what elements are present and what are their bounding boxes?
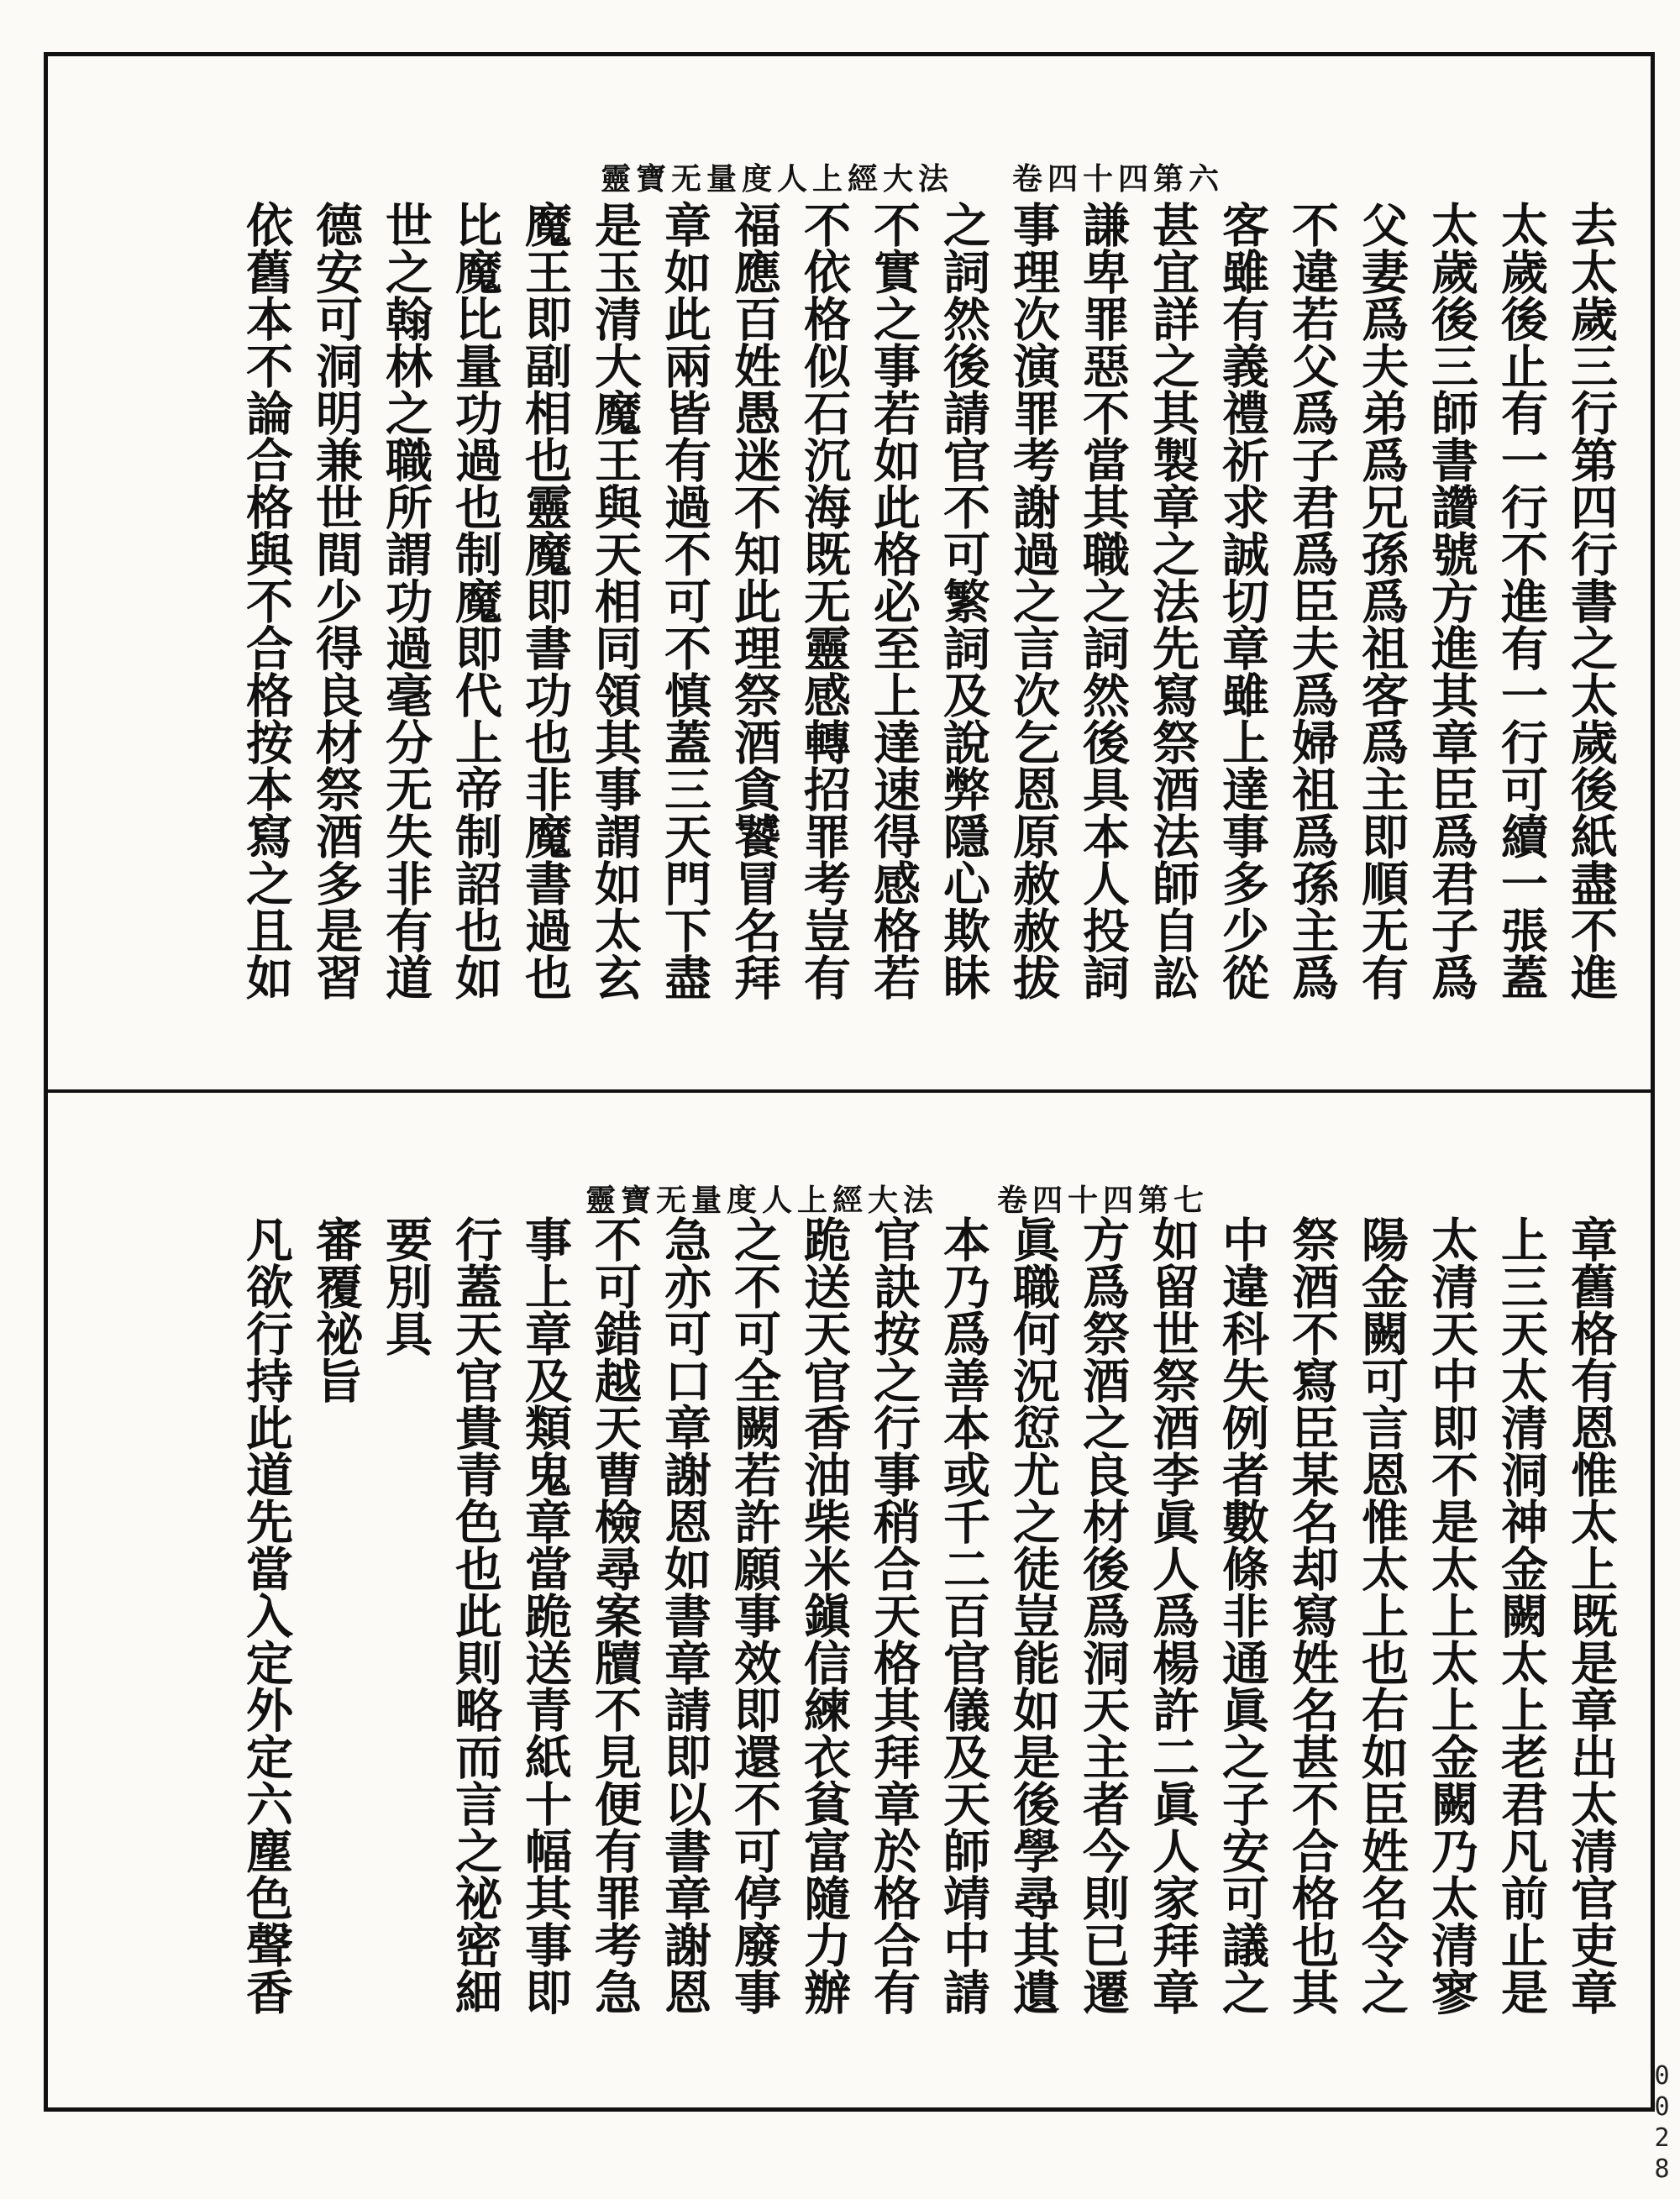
upper-text-column: 世之翰林之職所謂功過毫分无失非有道	[378, 201, 433, 1000]
upper-text-column: 太歲後止有一行不進有一行可續一張蓋	[1494, 201, 1549, 1000]
upper-text-column: 父妻爲夫弟爲兄孫爲祖客爲主即順无有	[1354, 201, 1410, 1000]
lower-text-column: 事上章及類鬼章當跪送青紙十幅其事即	[517, 1215, 573, 2015]
page-frame	[44, 52, 1655, 2112]
lower-page-header	[585, 1177, 1209, 1220]
upper-text-column: 比魔比量功過也制魔即代上帝制詔也如	[448, 201, 503, 1000]
lower-text-column: 如留世祭酒李眞人爲楊許二眞人家拜章	[1145, 1215, 1200, 2015]
upper-header-volume: 卷四十四第六	[1012, 161, 1225, 197]
upper-text-column: 太歲後三師書讚號方進其章臣爲君子爲	[1424, 201, 1479, 1000]
lower-header-volume: 卷四十四第七	[997, 1183, 1210, 1218]
lower-page	[48, 1093, 1651, 2107]
lower-text-columns	[231, 1215, 1625, 2097]
upper-text-columns	[231, 201, 1625, 1074]
upper-text-column: 不違若父爲子君爲臣夫爲婦祖爲孫主爲	[1284, 201, 1340, 1000]
lower-text-column: 跪送天官香油柴米鎭信練衣貧富隨力辦	[796, 1215, 852, 2015]
lower-text-column: 急亦可口章謝恩如書章請即以書章謝恩	[657, 1215, 712, 2015]
lower-text-column: 陽金闕可言恩惟太上也右如臣姓名令之	[1354, 1215, 1410, 2015]
upper-text-column: 魔王即副相也靈魔即書功也非魔書過也	[517, 201, 573, 1000]
lower-text-column: 要別具	[378, 1215, 433, 1357]
upper-text-column: 不依格似石沉海既无靈感轉招罪考豈有	[796, 201, 852, 1000]
lower-header-title: 靈寶无量度人上經大法	[585, 1183, 939, 1218]
upper-text-column: 章如此兩皆有過不可不慎蓋三天門下盡	[657, 201, 712, 1000]
upper-text-column: 依舊本不論合格與不合格按本寫之且如	[239, 201, 294, 1000]
upper-text-column: 是玉清大魔王與天相同領其事謂如太玄	[587, 201, 643, 1000]
upper-text-column: 不實之事若如此格必至上達速得感格若	[866, 201, 921, 1000]
lower-text-column: 凡欲行持此道先當入定外定六塵色聲香	[239, 1215, 294, 2015]
upper-header-title: 靈寶无量度人上經大法	[601, 161, 954, 197]
lower-text-column: 中違科失例者數條非通眞之子安可議之	[1215, 1215, 1270, 2015]
upper-text-column: 之詞然後請官不可繁詞及說弊隱心欺眛	[936, 201, 991, 1000]
lower-text-column: 本乃爲善本或千二百官儀及天師靖中請	[936, 1215, 991, 2015]
lower-text-column: 眞職何況愆尤之徒豈能如是後學尋其遺	[1005, 1215, 1061, 2015]
upper-text-column: 去太歲三行第四行書之太歲後紙盡不進	[1563, 201, 1619, 1000]
page-number: 0028	[1647, 2061, 1677, 2186]
lower-text-column: 上三天太清洞神金闕太上老君凡前止是	[1494, 1215, 1549, 2015]
lower-text-column: 方爲祭酒之良材後爲洞天主者今則已遷	[1075, 1215, 1131, 2015]
upper-text-column: 謙卑罪惡不當其職之詞然後具本人投詞	[1075, 201, 1131, 1000]
upper-text-column: 福應百姓愚迷不知此理祭酒貪饕冒名拜	[727, 201, 782, 1000]
upper-text-column: 客雖有義禮祈求誠切章雖上達事多少從	[1215, 201, 1270, 1000]
lower-text-column: 之不可全闕若許願事效即還不可停廢事	[727, 1215, 782, 2015]
upper-text-column: 事理次演罪考謝過之言次乞恩原赦赦拔	[1005, 201, 1061, 1000]
upper-page	[48, 56, 1651, 1089]
upper-page-header	[601, 155, 1224, 198]
upper-text-column: 德安可洞明兼世間少得良材祭酒多是習	[308, 201, 364, 1000]
lower-text-column: 官訣按之行事稍合天格其拜章於格合有	[866, 1215, 921, 2015]
lower-text-column: 審覆祕旨	[308, 1215, 364, 1404]
lower-text-column: 章舊格有恩惟太上既是章出太清官吏章	[1563, 1215, 1619, 2015]
upper-text-column: 甚宜詳之其製章之法先寫祭酒法師自訟	[1145, 201, 1200, 1000]
lower-text-column: 太清天中即不是太上太上金闕乃太清寥	[1424, 1215, 1479, 2015]
lower-text-column: 行蓋天官貴青色也此則略而言之祕密細	[448, 1215, 503, 2015]
lower-text-column: 不可錯越天曹檢尋案牘不見便有罪考急	[587, 1215, 643, 2015]
lower-text-column: 祭酒不寫臣某名却寫姓名甚不合格也其	[1284, 1215, 1340, 2015]
